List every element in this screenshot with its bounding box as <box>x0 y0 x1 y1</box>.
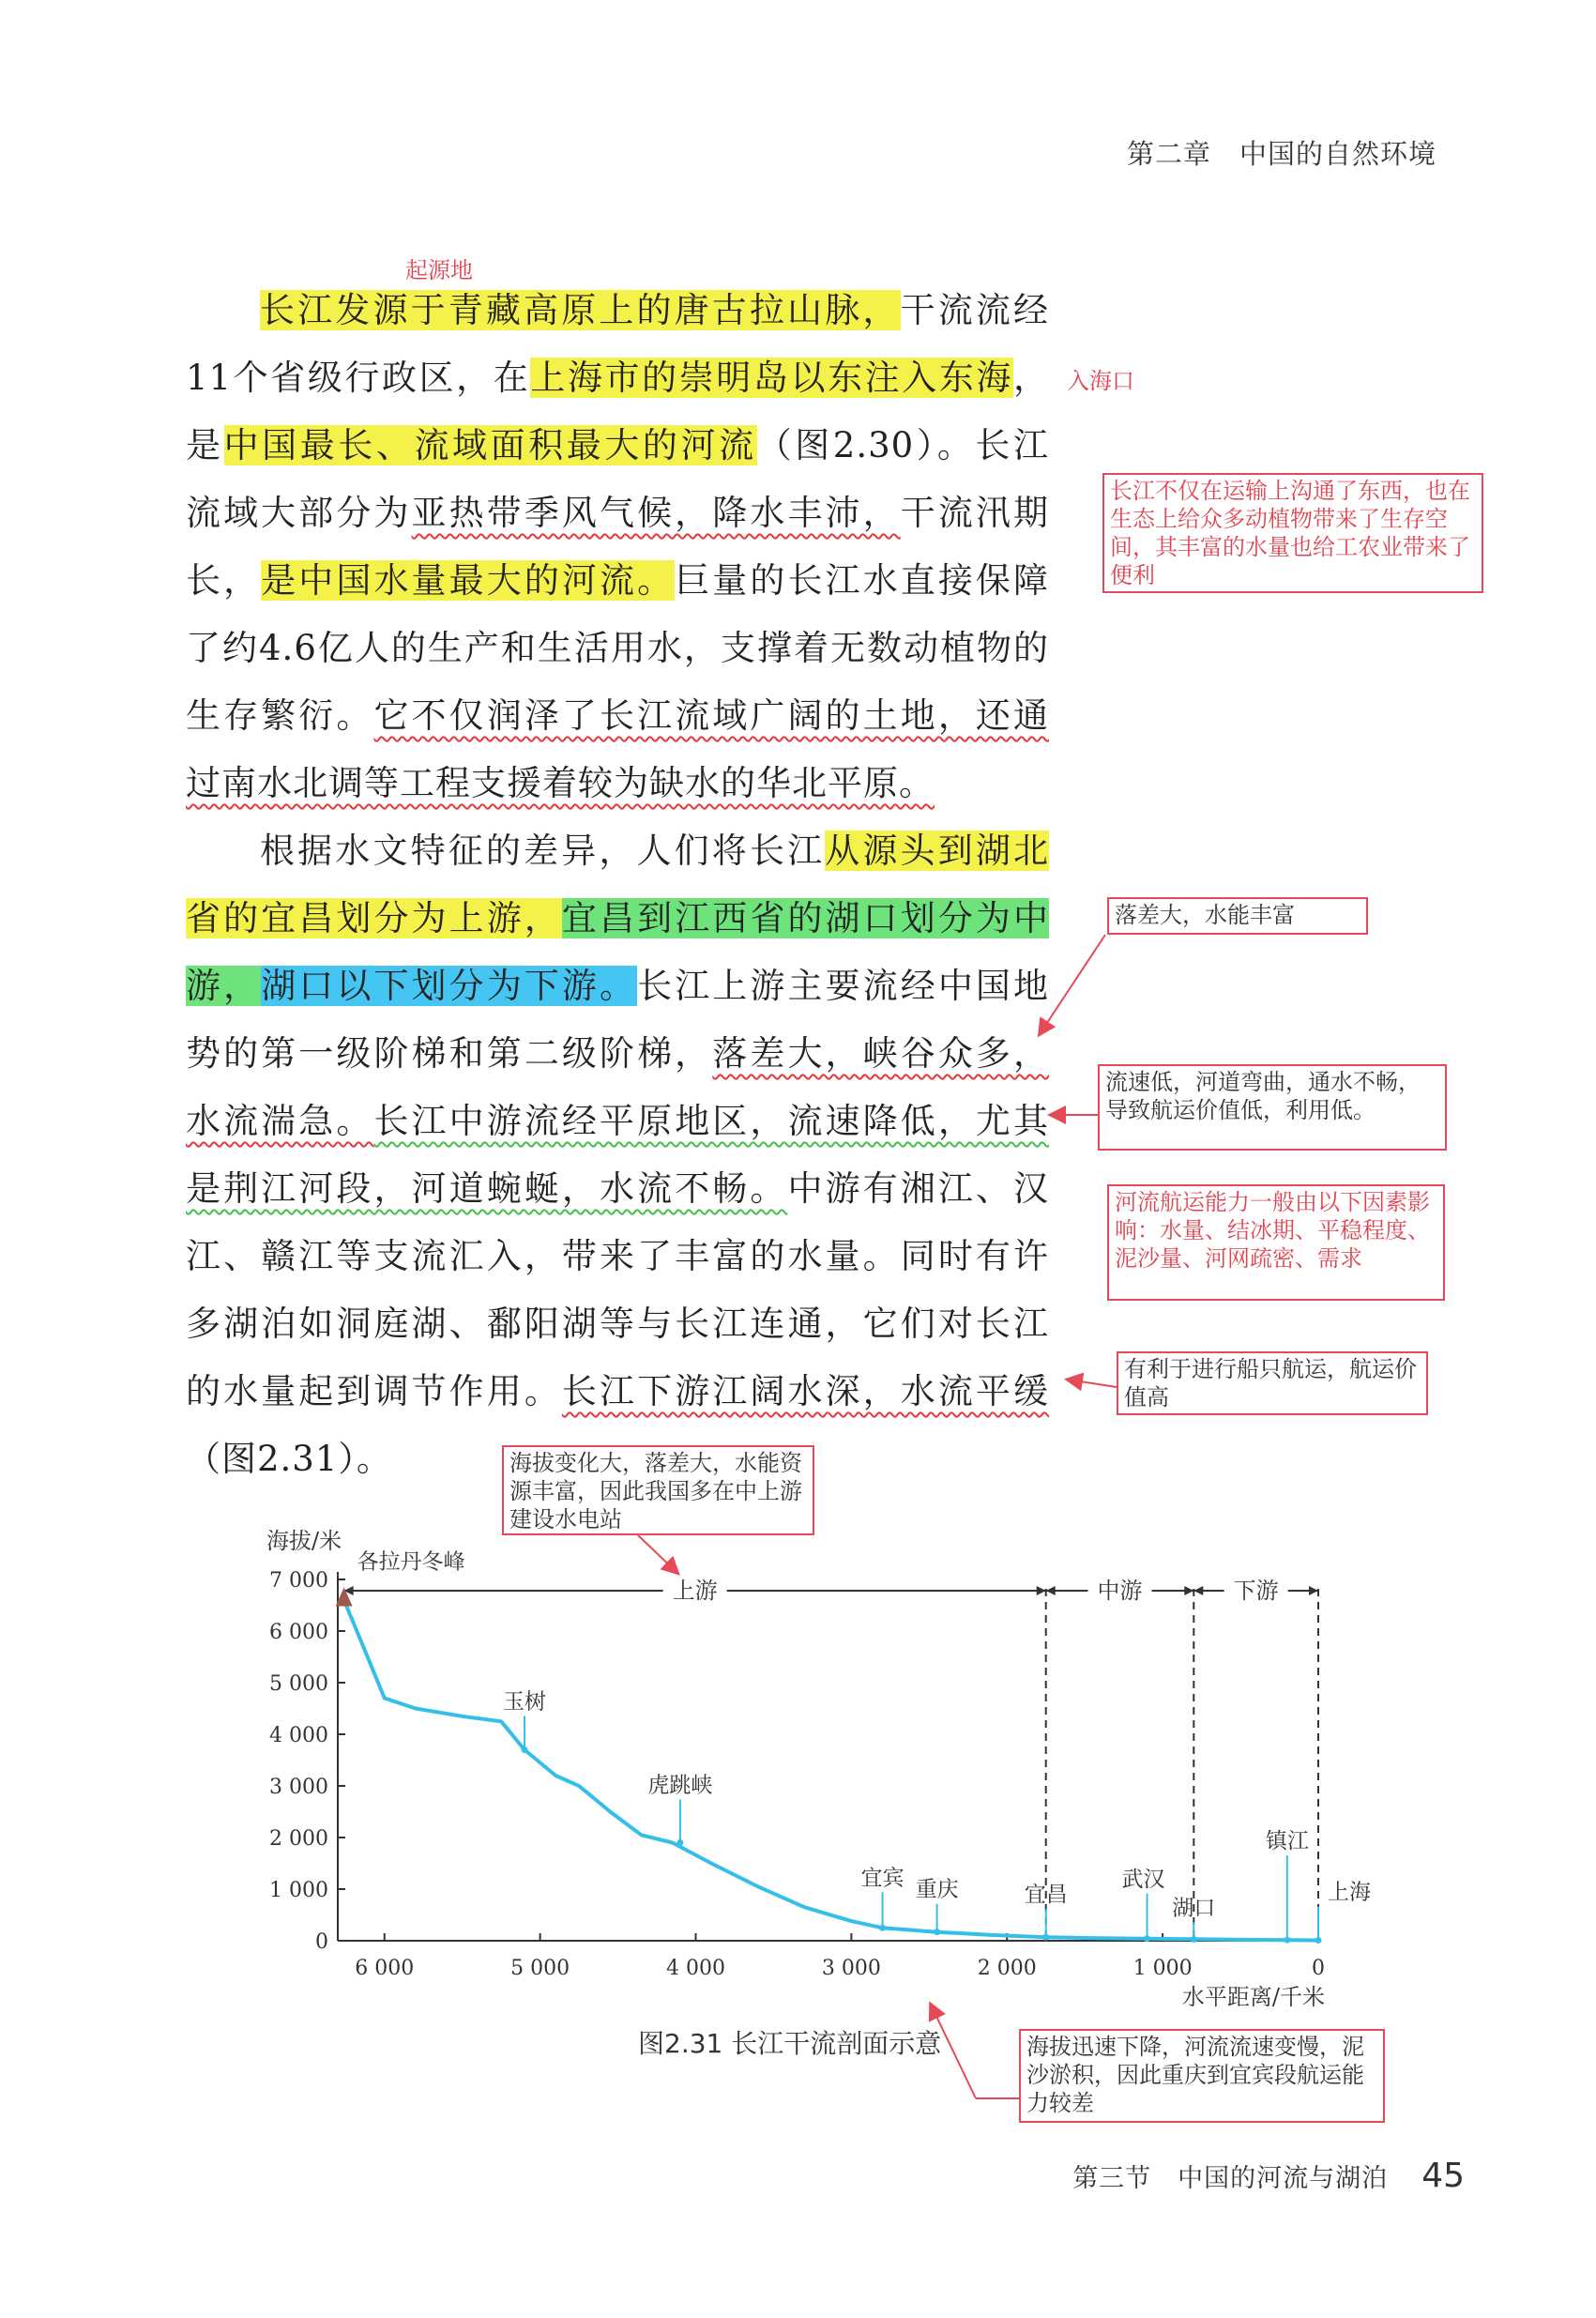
y-tick-label: 7 000 <box>269 1569 328 1593</box>
p2-line-4: 势的第一级阶梯和第二级阶梯，落差大，峡谷众多， <box>186 1033 1050 1074</box>
page-number: 45 <box>1421 2157 1465 2195</box>
reach-arrowhead <box>1309 1586 1318 1595</box>
p1-line-6: 了约4.6亿人的生产和生活用水，支撑着无数动植物的 <box>186 628 1049 668</box>
reach-arrowhead <box>1193 1586 1203 1595</box>
page-footer <box>1072 2157 1465 2195</box>
chapter-title: 中国的自然环境 <box>1239 138 1436 170</box>
wavy-benefit: 它不仅润泽了长江流域广阔的土地，还通 <box>373 695 1050 736</box>
x-tick-label: 6 000 <box>355 1957 415 1980</box>
highlight-lower: 湖口以下划分为下游。 <box>261 966 638 1006</box>
p1-line-1: 长江发源于青藏高原上的唐古拉山脉，干流流经 <box>260 290 1050 330</box>
side-note-hydropower: 落差大，水能丰富 <box>1107 897 1368 935</box>
p2-line-5: 水流湍急。长江中游流经平原地区，流速降低，尤其 <box>186 1101 1050 1141</box>
station-label: 重庆 <box>915 1877 959 1902</box>
p1-line-2: 11个省级行政区，在上海市的崇明岛以东注入东海， <box>186 358 1050 398</box>
chapter-number: 第二章 <box>1126 138 1211 170</box>
side-note-chongqing-yibin: 海拔迅速下降，河流流速变慢，泥沙淤积，因此重庆到宜宾段航运能力较差 <box>1019 2029 1385 2123</box>
p1-line-5: 长，是中国水量最大的河流。巨量的长江水直接保障 <box>186 560 1050 601</box>
highlight-volume: 是中国水量最大的河流。 <box>261 560 676 601</box>
side-note-lower-reach: 有利于进行船只航运，航运价值高 <box>1117 1351 1428 1415</box>
y-axis-title: 海拔/米 <box>266 1528 342 1554</box>
station-dot <box>879 1925 886 1931</box>
x-tick-label: 4 000 <box>666 1957 726 1980</box>
footer-section: 第三节 中国的河流与湖泊 <box>1072 2164 1389 2193</box>
highlight-mouth: 上海市的崇明岛以东注入东海 <box>530 358 1014 398</box>
y-tick-label: 3 000 <box>269 1776 328 1799</box>
river-profile-line <box>344 1600 1318 1941</box>
station-dot <box>1284 1937 1290 1944</box>
figure-caption: 图2.31 长江干流剖面示意 <box>638 2028 942 2059</box>
p2-line-1: 根据水文特征的差异，人们将长江从源头到湖北 <box>260 831 1049 871</box>
station-label: 玉树 <box>503 1689 547 1715</box>
side-note-hydro-stations: 海拔变化大，落差大，水能资源丰富，因此我国多在中上游建设水电站 <box>502 1445 814 1535</box>
reach-arrowhead <box>1184 1586 1193 1595</box>
station-dot <box>522 1746 528 1753</box>
p2-line-8: 多湖泊如洞庭湖、鄱阳湖等与长江连通，它们对长江 <box>186 1304 1049 1344</box>
station-dot <box>1191 1936 1197 1943</box>
reach-arrowhead <box>1046 1586 1056 1595</box>
station-label: 各拉丹冬峰 <box>357 1549 465 1575</box>
p2-line-9: 的水量起到调节作用。长江下游江阔水深，水流平缓 <box>186 1371 1050 1411</box>
y-tick-label: 6 000 <box>269 1621 328 1644</box>
side-note-middle-reach: 流速低，河道弯曲，通水不畅，导致航运价值低，利用低。 <box>1098 1064 1447 1151</box>
x-tick-label: 5 000 <box>510 1957 570 1980</box>
wavy-climate: 亚热带季风气候，降水丰沛， <box>411 493 901 533</box>
p1-line-8: 过南水北调等工程支援着较为缺水的华北平原。 <box>186 763 935 803</box>
reach-label: 中游 <box>1097 1578 1143 1604</box>
station-dot <box>934 1929 940 1935</box>
p1-line-3: 是中国最长、流域面积最大的河流（图2.30）。长江 <box>186 425 1049 465</box>
y-tick-label: 1 000 <box>269 1879 328 1902</box>
highlight-source: 长江发源于青藏高原上的唐古拉山脉， <box>260 290 901 330</box>
side-note-yangtze-benefits: 长江不仅在运输上沟通了东西，也在生态上给众多动植物带来了生存空间，其丰富的水量也给工农业带来了便利 <box>1102 473 1483 593</box>
x-tick-label: 1 000 <box>1132 1957 1193 1980</box>
reach-label: 下游 <box>1233 1578 1279 1604</box>
x-tick-label: 0 <box>1312 1957 1325 1980</box>
p2-line-3: 游，湖口以下划分为下游。长江上游主要流经中国地 <box>186 966 1050 1006</box>
station-label: 宜宾 <box>860 1866 904 1891</box>
y-tick-label: 2 000 <box>269 1827 328 1851</box>
highlight-upper: 从源头到湖北 <box>825 831 1049 871</box>
station-label: 武汉 <box>1121 1867 1165 1892</box>
station-dot <box>676 1839 683 1846</box>
station-label: 虎跳峡 <box>647 1773 713 1798</box>
station-label: 宜昌 <box>1024 1883 1068 1908</box>
station-label: 湖口 <box>1172 1896 1216 1921</box>
station-dot <box>1042 1934 1049 1941</box>
p2-line-6: 是荆江河段，河道蜿蜒，水流不畅。中游有湘江、汉 <box>186 1168 1050 1209</box>
p2-line-7: 江、赣江等支流汇入，带来了丰富的水量。同时有许 <box>186 1236 1049 1276</box>
annotation-origin: 起源地 <box>405 257 473 283</box>
station-dot <box>1144 1935 1150 1942</box>
station-label: 上海 <box>1328 1880 1371 1905</box>
station-dot <box>1315 1937 1322 1944</box>
wavy-middle-reach: 长江中游流经平原地区，流速降低，尤其 <box>373 1101 1050 1141</box>
side-note-navigation-factors: 河流航运能力一般由以下因素影响：水量、结冰期、平稳程度、泥沙量、河网疏密、需求 <box>1107 1184 1445 1301</box>
p1-line-7: 生存繁衍。它不仅润泽了长江流域广阔的土地，还通 <box>186 695 1050 736</box>
y-tick-label: 5 000 <box>269 1672 328 1696</box>
reach-arrowhead <box>1037 1586 1046 1595</box>
y-tick-label: 0 <box>315 1930 328 1954</box>
reach-label: 上游 <box>672 1578 718 1604</box>
station-label: 镇江 <box>1265 1829 1309 1854</box>
wavy-drop: 落差大，峡谷众多， <box>712 1033 1050 1074</box>
p2-line-10: （图2.31）。 <box>186 1439 392 1479</box>
highlight-middle: 宜昌到江西省的湖口划分为中 <box>561 898 1050 938</box>
y-tick-label: 4 000 <box>269 1724 328 1747</box>
highlight-longest: 中国最长、流域面积最大的河流 <box>223 425 757 465</box>
x-tick-label: 2 000 <box>977 1957 1037 1980</box>
annotation-mouth: 入海口 <box>1067 368 1134 394</box>
x-tick-label: 3 000 <box>821 1957 881 1980</box>
x-axis-title: 水平距离/千米 <box>1181 1984 1325 2010</box>
wavy-lower-reach: 长江下游江阔水深，水流平缓 <box>561 1371 1050 1411</box>
p1-line-4: 流域大部分为亚热带季风气候，降水丰沛，干流汛期 <box>186 493 1050 533</box>
p2-line-2: 省的宜昌划分为上游，宜昌到江西省的湖口划分为中 <box>186 898 1050 938</box>
